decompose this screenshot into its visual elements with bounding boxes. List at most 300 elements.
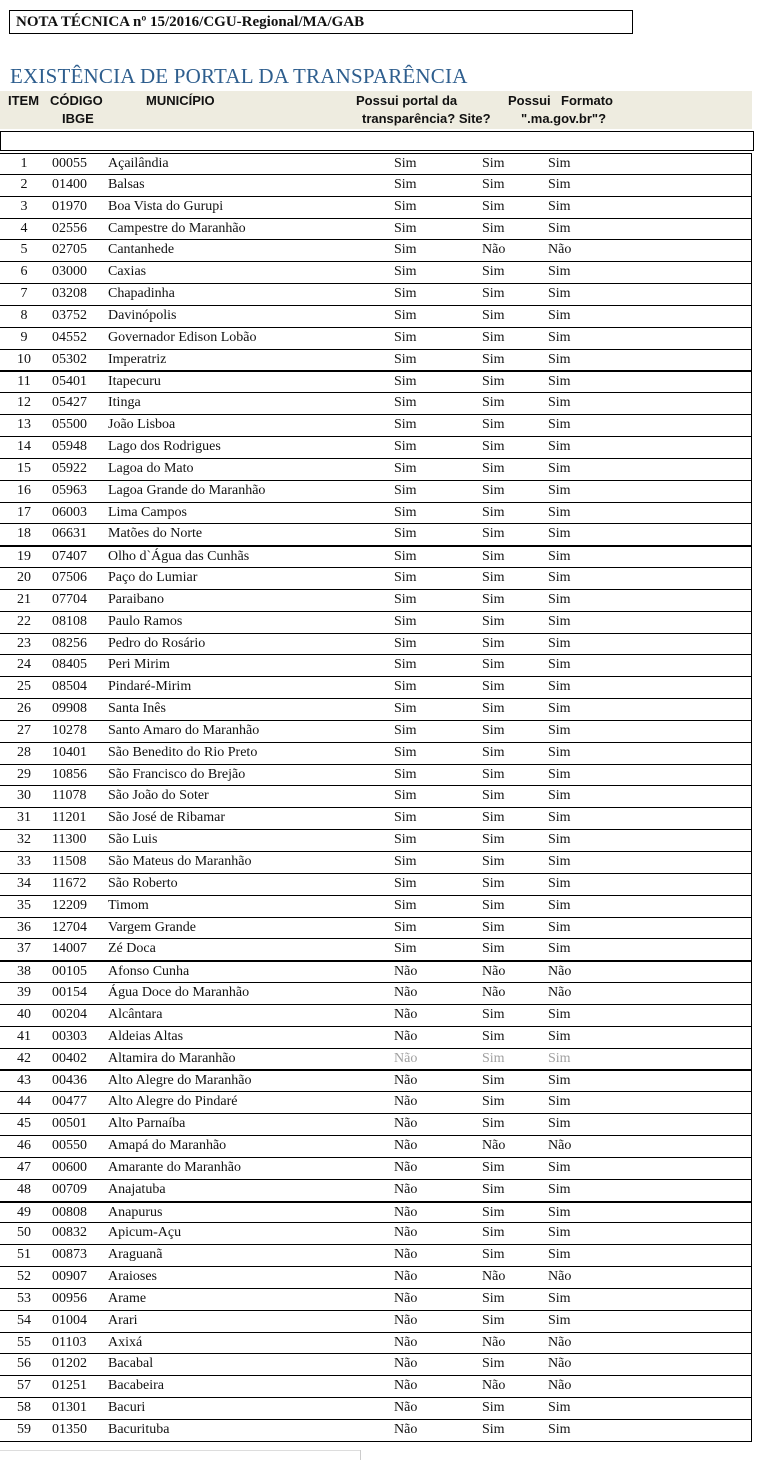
- cell-item: 56: [17, 1356, 31, 1372]
- cell-format: Sim: [548, 1421, 571, 1437]
- cell-portal: Sim: [394, 242, 417, 258]
- cell-site: Sim: [482, 1073, 505, 1089]
- cell-municipality: Peri Mirim: [108, 657, 170, 673]
- cell-format: Sim: [548, 1159, 571, 1175]
- cell-municipality: Anapurus: [108, 1204, 163, 1220]
- cell-item: 2: [20, 176, 28, 192]
- cell-municipality: Itapecuru: [108, 374, 161, 390]
- cell-site: Sim: [482, 395, 505, 411]
- cell-format: Sim: [548, 722, 571, 738]
- cell-portal: Sim: [394, 482, 417, 498]
- cell-code: 09908: [52, 701, 87, 717]
- table-row: [0, 350, 752, 372]
- cell-site: Sim: [482, 1028, 505, 1044]
- cell-site: Sim: [482, 220, 505, 236]
- cell-code: 00204: [52, 1006, 87, 1022]
- cell-site: Sim: [482, 307, 505, 323]
- table-row: [0, 546, 752, 568]
- cell-code: 00808: [52, 1204, 87, 1220]
- cell-code: 11672: [52, 875, 87, 891]
- cell-site: Sim: [482, 1204, 505, 1220]
- cell-portal: Não: [394, 1073, 418, 1089]
- table-row: [0, 153, 752, 175]
- cell-municipality: São Roberto: [108, 875, 178, 891]
- cell-code: 08256: [52, 635, 87, 651]
- cell-site: Sim: [482, 549, 505, 565]
- cell-item: 23: [17, 635, 31, 651]
- cell-portal: Não: [394, 1159, 418, 1175]
- cell-municipality: Vargem Grande: [108, 919, 196, 935]
- cell-municipality: Afonso Cunha: [108, 964, 190, 980]
- cell-site: Sim: [482, 438, 505, 454]
- table-row: [0, 328, 752, 350]
- cell-format: Sim: [548, 810, 571, 826]
- cell-portal: Não: [394, 1204, 418, 1220]
- cell-format: Sim: [548, 1225, 571, 1241]
- table-row: [0, 699, 752, 721]
- cell-municipality: Bacabal: [108, 1356, 154, 1372]
- cell-item: 5: [20, 242, 28, 258]
- cell-item: 21: [17, 591, 31, 607]
- cell-site: Sim: [482, 591, 505, 607]
- cell-site: Não: [482, 1334, 506, 1350]
- header-format-domain: ".ma.gov.br"?: [521, 111, 607, 126]
- cell-site: Não: [482, 1269, 506, 1285]
- cell-format: Sim: [548, 1094, 571, 1110]
- cell-code: 08108: [52, 613, 87, 629]
- cell-item: 55: [17, 1334, 31, 1350]
- cell-code: 07506: [52, 570, 87, 586]
- table-row: [0, 568, 752, 590]
- cell-format: Não: [548, 1137, 572, 1153]
- cell-format: Sim: [548, 613, 571, 629]
- cell-municipality: Anajatuba: [108, 1181, 166, 1197]
- cell-code: 10856: [52, 766, 87, 782]
- cell-portal: Não: [394, 1312, 418, 1328]
- cell-portal: Sim: [394, 766, 417, 782]
- cell-code: 00550: [52, 1137, 87, 1153]
- cell-item: 4: [20, 220, 28, 236]
- table-row: [0, 175, 752, 197]
- cell-item: 45: [17, 1116, 31, 1132]
- table-row: [0, 1114, 752, 1136]
- cell-municipality: Zé Doca: [108, 941, 156, 957]
- cell-site: Sim: [482, 1356, 505, 1372]
- table-row: [0, 393, 752, 415]
- cell-portal: Não: [394, 1094, 418, 1110]
- cell-item: 32: [17, 832, 31, 848]
- cell-portal: Sim: [394, 613, 417, 629]
- cell-code: 00956: [52, 1290, 87, 1306]
- cell-municipality: Campestre do Maranhão: [108, 220, 246, 236]
- table-row: [0, 590, 752, 612]
- cell-portal: Não: [394, 1028, 418, 1044]
- cell-portal: Sim: [394, 875, 417, 891]
- cell-site: Sim: [482, 482, 505, 498]
- cell-format: Sim: [548, 1204, 571, 1220]
- cell-format: Sim: [548, 220, 571, 236]
- cell-site: Sim: [482, 526, 505, 542]
- cell-portal: Não: [394, 1137, 418, 1153]
- table-row: [0, 1092, 752, 1114]
- cell-portal: Sim: [394, 788, 417, 804]
- cell-portal: Sim: [394, 156, 417, 171]
- cell-format: Sim: [548, 526, 571, 542]
- cell-code: 00402: [52, 1050, 87, 1066]
- cell-portal: Sim: [394, 919, 417, 935]
- cell-municipality: Timom: [108, 897, 149, 913]
- table-row: [0, 459, 752, 481]
- cell-code: 06003: [52, 504, 87, 520]
- cell-municipality: Bacabeira: [108, 1378, 164, 1394]
- cell-format: Sim: [548, 766, 571, 782]
- cell-portal: Sim: [394, 635, 417, 651]
- table-row: [0, 1245, 752, 1267]
- cell-item: 31: [17, 810, 31, 826]
- cell-code: 08405: [52, 657, 87, 673]
- cell-code: 01004: [52, 1312, 87, 1328]
- cell-format: Sim: [548, 875, 571, 891]
- cell-item: 25: [17, 679, 31, 695]
- page-footer-tick: [360, 1450, 361, 1460]
- cell-item: 18: [17, 526, 31, 542]
- cell-portal: Não: [394, 1400, 418, 1416]
- cell-item: 36: [17, 919, 31, 935]
- cell-portal: Sim: [394, 722, 417, 738]
- cell-item: 20: [17, 570, 31, 586]
- cell-municipality: São Luis: [108, 832, 158, 848]
- cell-item: 10: [17, 351, 31, 367]
- cell-code: 01103: [52, 1334, 87, 1350]
- cell-item: 50: [17, 1225, 31, 1241]
- cell-portal: Sim: [394, 417, 417, 433]
- cell-site: Sim: [482, 1312, 505, 1328]
- cell-item: 17: [17, 504, 31, 520]
- cell-format: Sim: [548, 460, 571, 476]
- cell-municipality: Amarante do Maranhão: [108, 1159, 241, 1175]
- cell-code: 00303: [52, 1028, 87, 1044]
- cell-site: Sim: [482, 1094, 505, 1110]
- cell-format: Sim: [548, 374, 571, 390]
- cell-portal: Sim: [394, 264, 417, 280]
- cell-municipality: Lima Campos: [108, 504, 187, 520]
- cell-item: 51: [17, 1247, 31, 1263]
- cell-code: 08504: [52, 679, 87, 695]
- cell-code: 05922: [52, 460, 87, 476]
- cell-format: Sim: [548, 264, 571, 280]
- table-row: [0, 808, 752, 830]
- cell-municipality: Balsas: [108, 176, 145, 192]
- table-row: [0, 939, 752, 961]
- cell-portal: Não: [394, 1421, 418, 1437]
- cell-item: 6: [20, 264, 28, 280]
- cell-municipality: Aldeias Altas: [108, 1028, 184, 1044]
- page-footer-rule: [0, 1450, 360, 1451]
- cell-portal: Sim: [394, 220, 417, 236]
- cell-municipality: São Francisco do Brejão: [108, 766, 246, 782]
- table-row: [0, 1376, 752, 1398]
- cell-item: 12: [17, 395, 31, 411]
- cell-item: 9: [20, 329, 28, 345]
- cell-code: 05948: [52, 438, 87, 454]
- cell-site: Sim: [482, 875, 505, 891]
- cell-portal: Não: [394, 1247, 418, 1263]
- cell-code: 12704: [52, 919, 87, 935]
- cell-code: 05427: [52, 395, 87, 411]
- cell-portal: Não: [394, 1378, 418, 1394]
- cell-code: 00055: [52, 156, 87, 171]
- table-row: [0, 503, 752, 525]
- cell-municipality: Paço do Lumiar: [108, 570, 198, 586]
- cell-item: 37: [17, 941, 31, 957]
- cell-item: 40: [17, 1006, 31, 1022]
- cell-format: Sim: [548, 1028, 571, 1044]
- cell-municipality: Água Doce do Maranhão: [108, 985, 250, 1001]
- cell-format: Sim: [548, 307, 571, 323]
- cell-portal: Não: [394, 1116, 418, 1132]
- cell-item: 28: [17, 744, 31, 760]
- table-row: [0, 1420, 752, 1442]
- cell-portal: Não: [394, 1181, 418, 1197]
- cell-item: 33: [17, 854, 31, 869]
- cell-format: Sim: [548, 591, 571, 607]
- cell-municipality: Arame: [108, 1290, 147, 1306]
- cell-site: Sim: [482, 264, 505, 280]
- cell-municipality: Amapá do Maranhão: [108, 1137, 227, 1153]
- cell-item: 43: [17, 1073, 31, 1089]
- cell-format: Sim: [548, 504, 571, 520]
- cell-format: Sim: [548, 156, 571, 171]
- cell-municipality: Chapadinha: [108, 286, 175, 302]
- table-row: [0, 961, 752, 983]
- cell-item: 22: [17, 613, 31, 629]
- table-row: [0, 634, 752, 656]
- cell-format: Sim: [548, 941, 571, 957]
- table-row: [0, 830, 752, 852]
- cell-format: Não: [548, 1356, 572, 1372]
- header-possui: Possui: [508, 93, 551, 108]
- cell-code: 00436: [52, 1073, 87, 1089]
- cell-code: 00873: [52, 1247, 87, 1263]
- cell-municipality: Boa Vista do Gurupi: [108, 198, 224, 214]
- cell-municipality: Lago dos Rodrigues: [108, 438, 221, 454]
- cell-portal: Sim: [394, 307, 417, 323]
- table-row: [0, 437, 752, 459]
- cell-code: 04552: [52, 329, 87, 345]
- cell-format: Não: [548, 1269, 572, 1285]
- table-row: [0, 786, 752, 808]
- cell-municipality: Lagoa Grande do Maranhão: [108, 482, 266, 498]
- cell-site: Sim: [482, 744, 505, 760]
- table-row: [0, 1333, 752, 1355]
- cell-format: Sim: [548, 351, 571, 367]
- cell-format: Sim: [548, 635, 571, 651]
- cell-portal: Não: [394, 1269, 418, 1285]
- cell-item: 53: [17, 1290, 31, 1306]
- cell-portal: Não: [394, 1290, 418, 1306]
- cell-item: 59: [17, 1421, 31, 1437]
- cell-portal: Não: [394, 1006, 418, 1022]
- table-row: [0, 219, 752, 241]
- cell-code: 07407: [52, 549, 87, 565]
- table-row: [0, 1202, 752, 1224]
- document-reference: NOTA TÉCNICA nº 15/2016/CGU-Regional/MA/GAB: [9, 10, 633, 34]
- cell-code: 00709: [52, 1181, 87, 1197]
- cell-municipality: São Benedito do Rio Preto: [108, 744, 258, 760]
- cell-format: Sim: [548, 897, 571, 913]
- cell-portal: Sim: [394, 591, 417, 607]
- cell-format: Sim: [548, 1247, 571, 1263]
- cell-item: 15: [17, 460, 31, 476]
- cell-site: Sim: [482, 351, 505, 367]
- cell-portal: Sim: [394, 286, 417, 302]
- cell-code: 01301: [52, 1400, 87, 1416]
- table-row: [0, 721, 752, 743]
- cell-portal: Não: [394, 1356, 418, 1372]
- cell-portal: Sim: [394, 549, 417, 565]
- cell-code: 05302: [52, 351, 87, 367]
- cell-format: Não: [548, 1378, 572, 1394]
- cell-municipality: Pindaré-Mirim: [108, 679, 192, 695]
- cell-site: Sim: [482, 1421, 505, 1437]
- table-row: [0, 655, 752, 677]
- table-row: [0, 896, 752, 918]
- cell-item: 52: [17, 1269, 31, 1285]
- cell-item: 24: [17, 657, 31, 673]
- cell-format: Sim: [548, 919, 571, 935]
- cell-site: Não: [482, 1378, 506, 1394]
- cell-portal: Sim: [394, 744, 417, 760]
- table-row: [0, 197, 752, 219]
- table-row: [0, 765, 752, 787]
- cell-site: Sim: [482, 417, 505, 433]
- cell-municipality: Lagoa do Mato: [108, 460, 194, 476]
- header-portal: Possui portal da: [356, 93, 458, 108]
- cell-site: Sim: [482, 854, 505, 869]
- cell-site: Não: [482, 1137, 506, 1153]
- cell-portal: Sim: [394, 504, 417, 520]
- cell-format: Não: [548, 985, 572, 1001]
- cell-portal: Sim: [394, 570, 417, 586]
- cell-site: Sim: [482, 176, 505, 192]
- cell-code: 12209: [52, 897, 87, 913]
- cell-site: Sim: [482, 635, 505, 651]
- table-row: [0, 1070, 752, 1092]
- cell-site: Sim: [482, 897, 505, 913]
- cell-municipality: Governador Edison Lobão: [108, 329, 257, 345]
- header-code-ibge: IBGE: [62, 111, 94, 126]
- cell-format: Sim: [548, 570, 571, 586]
- cell-format: Sim: [548, 198, 571, 214]
- cell-format: Sim: [548, 701, 571, 717]
- cell-code: 05401: [52, 374, 87, 390]
- cell-item: 29: [17, 766, 31, 782]
- cell-site: Sim: [482, 766, 505, 782]
- cell-item: 49: [17, 1204, 31, 1220]
- cell-municipality: Bacurituba: [108, 1421, 170, 1437]
- cell-site: Sim: [482, 788, 505, 804]
- cell-item: 46: [17, 1137, 31, 1153]
- cell-municipality: Bacuri: [108, 1400, 146, 1416]
- cell-municipality: Alcântara: [108, 1006, 163, 1022]
- table-row: [0, 983, 752, 1005]
- cell-municipality: Axixá: [108, 1334, 143, 1350]
- cell-municipality: Imperatriz: [108, 351, 167, 367]
- cell-site: Sim: [482, 374, 505, 390]
- cell-code: 06631: [52, 526, 87, 542]
- cell-item: 14: [17, 438, 31, 454]
- table-row: [0, 1398, 752, 1420]
- cell-item: 19: [17, 549, 31, 565]
- cell-code: 11508: [52, 854, 87, 869]
- cell-format: Sim: [548, 679, 571, 695]
- cell-site: Não: [482, 964, 506, 980]
- table-row: [0, 874, 752, 896]
- cell-portal: Sim: [394, 176, 417, 192]
- cell-portal: Sim: [394, 395, 417, 411]
- cell-format: Sim: [548, 1400, 571, 1416]
- table-row: [0, 852, 752, 874]
- cell-code: 00907: [52, 1269, 87, 1285]
- cell-item: 1: [20, 156, 28, 171]
- table-row: [0, 743, 752, 765]
- cell-portal: Sim: [394, 897, 417, 913]
- cell-format: Sim: [548, 1006, 571, 1022]
- cell-site: Sim: [482, 286, 505, 302]
- table-row: [0, 306, 752, 328]
- cell-portal: Sim: [394, 657, 417, 673]
- cell-site: Sim: [482, 1290, 505, 1306]
- cell-code: 02705: [52, 242, 87, 258]
- cell-format: Sim: [548, 482, 571, 498]
- cell-portal: Sim: [394, 832, 417, 848]
- cell-item: 13: [17, 417, 31, 433]
- cell-item: 47: [17, 1159, 31, 1175]
- table-row: [0, 1158, 752, 1180]
- cell-format: Sim: [548, 395, 571, 411]
- table-row: [0, 1289, 752, 1311]
- cell-portal: Sim: [394, 854, 417, 869]
- cell-site: Sim: [482, 1050, 505, 1066]
- table-row: [0, 612, 752, 634]
- table-row: [0, 481, 752, 503]
- cell-code: 01202: [52, 1356, 87, 1372]
- cell-portal: Sim: [394, 374, 417, 390]
- cell-code: 05963: [52, 482, 87, 498]
- header-format: Formato: [561, 93, 613, 108]
- cell-code: 00477: [52, 1094, 87, 1110]
- municipality-table-body: [0, 153, 760, 1442]
- cell-municipality: Paulo Ramos: [108, 613, 183, 629]
- cell-format: Sim: [548, 832, 571, 848]
- cell-municipality: São João do Soter: [108, 788, 209, 804]
- cell-item: 11: [17, 374, 31, 390]
- cell-format: Não: [548, 242, 572, 258]
- cell-item: 58: [17, 1400, 31, 1416]
- cell-municipality: Alto Alegre do Maranhão: [108, 1073, 252, 1089]
- table-row: [0, 524, 752, 546]
- cell-municipality: Altamira do Maranhão: [108, 1050, 236, 1066]
- cell-site: Não: [482, 985, 506, 1001]
- table-row: [0, 1005, 752, 1027]
- cell-site: Sim: [482, 460, 505, 476]
- cell-item: 34: [17, 875, 31, 891]
- table-row: [0, 1180, 752, 1202]
- cell-municipality: São Mateus do Maranhão: [108, 854, 252, 869]
- cell-municipality: Caxias: [108, 264, 147, 280]
- cell-portal: Não: [394, 1334, 418, 1350]
- header-item: ITEM: [8, 93, 40, 108]
